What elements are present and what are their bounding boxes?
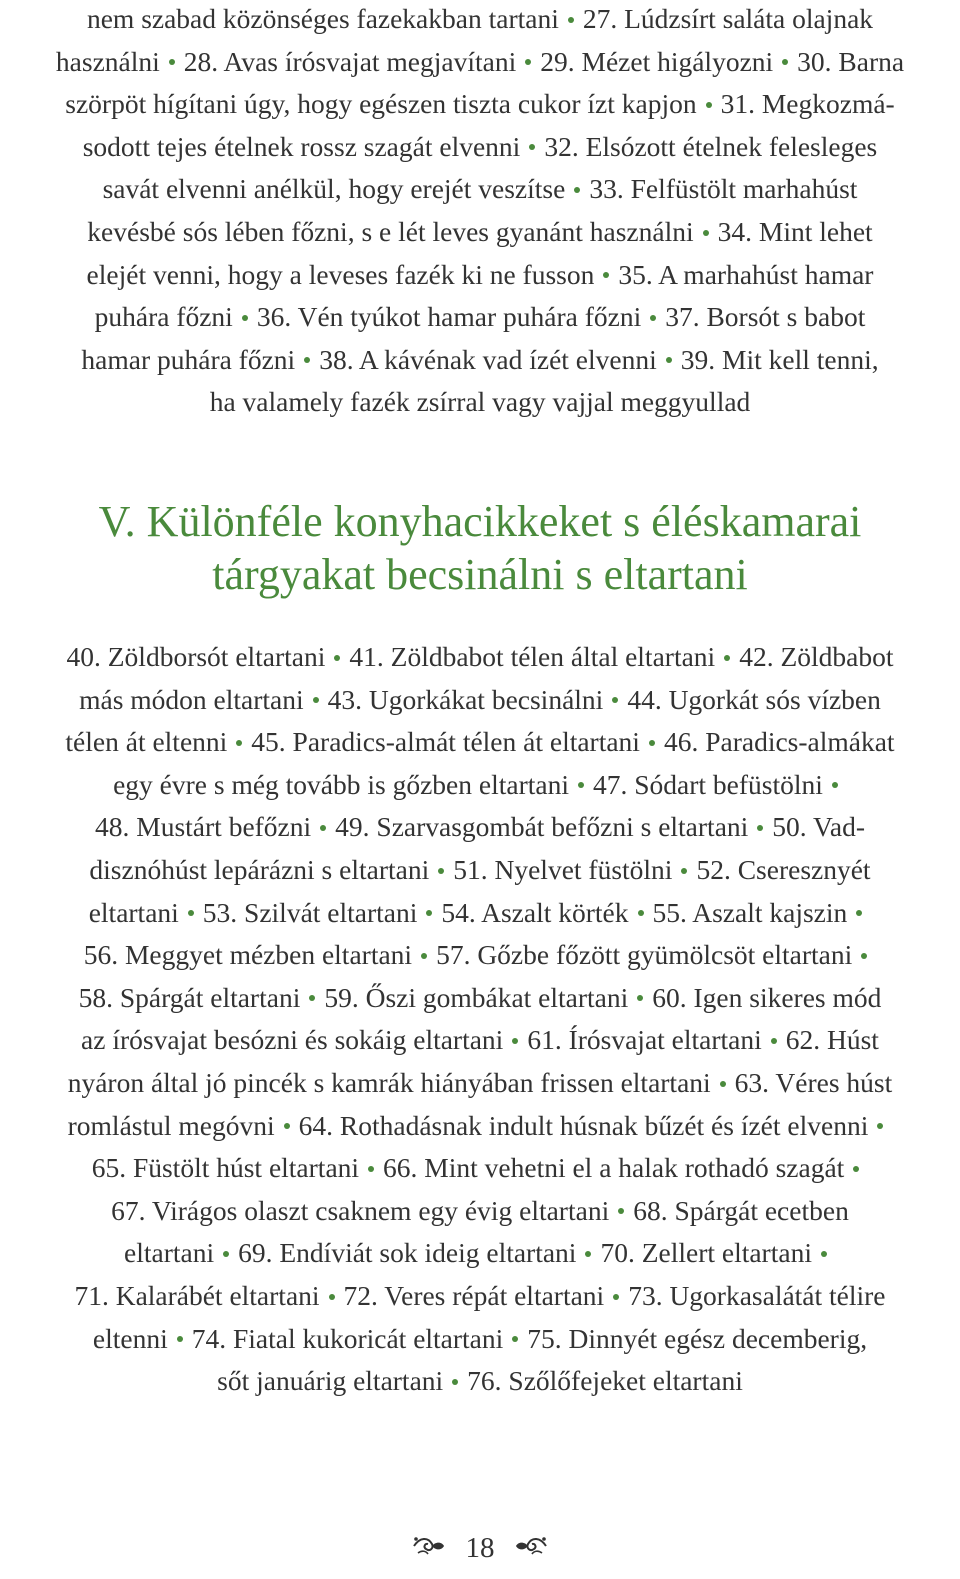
- bullet-separator-icon: [853, 1166, 859, 1172]
- contents-entry: 37. Borsót s babot: [665, 301, 866, 333]
- contents-entry: elejét venni, hogy a leveses fazék ki ne fusson: [86, 258, 595, 290]
- contents-entry: 67. Virágos olaszt csaknem egy évig eltartani: [111, 1194, 610, 1226]
- contents-entry: 32. Elsózott ételnek felesleges: [544, 130, 878, 162]
- contents-entry: 57. Gőzbe főzött gyümölcsöt eltartani: [436, 939, 853, 971]
- contents-entry: eltenni: [92, 1322, 168, 1354]
- contents-entry: 52. Cseresznyét: [696, 853, 871, 885]
- contents-entry: más módon eltartani: [79, 683, 304, 715]
- contents-entry: eltartani: [124, 1237, 215, 1269]
- bullet-separator-icon: [438, 868, 444, 874]
- contents-line: [0, 254, 960, 297]
- contents-entry: szörpöt hígítani úgy, hogy egészen tiszta cukor ízt kapjon: [65, 88, 697, 120]
- bullet-separator-icon: [169, 59, 175, 65]
- bullet-separator-icon: [638, 910, 644, 916]
- contents-entry: nyáron által jó pincék s kamrák hiányában frissen eltartani: [67, 1066, 711, 1098]
- bullet-separator-icon: [529, 144, 535, 150]
- contents-entry: 58. Spárgát eltartani: [78, 981, 301, 1013]
- contents-entry: 60. Igen sikeres mód: [652, 981, 882, 1013]
- contents-entry: 54. Aszalt körték: [441, 896, 629, 928]
- bullet-separator-icon: [188, 910, 194, 916]
- bullet-separator-icon: [304, 357, 310, 363]
- contents-entry: puhára főzni: [94, 301, 233, 333]
- contents-line: [0, 977, 960, 1020]
- contents-line: [0, 1360, 960, 1403]
- contents-entry: 53. Szilvát eltartani: [202, 896, 418, 928]
- contents-entry: 42. Zöldbabot: [739, 641, 894, 672]
- bullet-separator-icon: [329, 1294, 335, 1300]
- contents-line: [0, 1190, 960, 1233]
- contents-line: [0, 636, 960, 679]
- contents-entry: 59. Őszi gombákat eltartani: [324, 981, 629, 1013]
- bullet-separator-icon: [666, 357, 672, 363]
- contents-entry: egy évre s még tovább is gőzben eltartani: [113, 768, 569, 800]
- contents-line: [0, 0, 960, 41]
- contents-entry: 35. A marhahúst hamar: [618, 258, 874, 290]
- contents-entry: 55. Aszalt kajszin: [652, 896, 848, 928]
- bullet-separator-icon: [512, 1038, 518, 1044]
- chapter-contents-list: [0, 636, 960, 1403]
- contents-line: [0, 1105, 960, 1148]
- contents-entry: 40. Zöldborsót eltartani: [66, 641, 326, 672]
- contents-line: [0, 721, 960, 764]
- bullet-separator-icon: [568, 17, 574, 23]
- bullet-separator-icon: [578, 782, 584, 788]
- contents-list-continued: [0, 0, 960, 424]
- contents-line: [0, 1062, 960, 1105]
- page-footer: [0, 1526, 960, 1568]
- contents-line: [0, 339, 960, 382]
- bullet-separator-icon: [320, 825, 326, 831]
- chapter-heading: [0, 495, 960, 601]
- bullet-separator-icon: [821, 1251, 827, 1257]
- contents-entry: 75. Dinnyét egész decemberig,: [527, 1322, 868, 1354]
- contents-line: [0, 83, 960, 126]
- bullet-separator-icon: [585, 1251, 591, 1257]
- contents-line: [0, 806, 960, 849]
- contents-entry: 70. Zellert eltartani: [600, 1237, 812, 1269]
- contents-line: [0, 1019, 960, 1062]
- contents-line: [0, 1232, 960, 1275]
- bullet-separator-icon: [313, 697, 319, 703]
- contents-entry: romlástul megóvni: [67, 1109, 275, 1141]
- contents-entry: hamar puhára főzni: [81, 343, 296, 375]
- contents-entry: 65. Füstölt húst eltartani: [91, 1152, 360, 1184]
- contents-entry: nem szabad közönséges fazekakban tartani: [86, 3, 559, 34]
- contents-entry: 68. Spárgát ecetben: [633, 1194, 849, 1226]
- bullet-separator-icon: [681, 868, 687, 874]
- bullet-separator-icon: [512, 1336, 518, 1342]
- contents-entry: 66. Mint vehetni el a halak rothadó szagát: [383, 1152, 845, 1184]
- contents-entry: 56. Meggyet mézben eltartani: [83, 939, 413, 971]
- contents-entry: sőt januárig eltartani: [217, 1365, 444, 1397]
- contents-entry: 28. Avas írósvajat megjavítani: [183, 45, 517, 77]
- contents-line: [0, 892, 960, 935]
- bullet-separator-icon: [861, 953, 867, 959]
- contents-entry: 76. Szőlőfejeket eltartani: [467, 1365, 743, 1397]
- contents-entry: 31. Megkozmá-: [720, 88, 895, 120]
- bullet-separator-icon: [368, 1166, 374, 1172]
- bullet-separator-icon: [242, 315, 248, 321]
- bullet-separator-icon: [757, 825, 763, 831]
- bullet-separator-icon: [706, 102, 712, 108]
- contents-entry: 34. Mint lehet: [717, 215, 873, 247]
- bullet-separator-icon: [771, 1038, 777, 1044]
- contents-entry: 29. Mézet higályozni: [540, 45, 774, 77]
- contents-entry: 48. Mustárt befőzni: [95, 811, 312, 843]
- contents-line: [0, 296, 960, 339]
- contents-entry: az írósvajat besózni és sokáig eltartani: [81, 1024, 504, 1056]
- contents-entry: savát elvenni anélkül, hogy erejét veszítse: [102, 173, 566, 205]
- chapter-heading-line-1: V. Különféle konyhacikkeket s éléskamarai: [98, 497, 862, 546]
- bullet-separator-icon: [603, 272, 609, 278]
- contents-entry: ha valamely fazék zsírral vagy vajjal meggyullad: [209, 386, 751, 418]
- bullet-separator-icon: [334, 655, 340, 661]
- contents-entry: 73. Ugorkasalátát télire: [628, 1279, 886, 1311]
- contents-entry: 45. Paradics-almát télen át eltartani: [251, 726, 640, 758]
- contents-entry: 43. Ugorkákat becsinálni: [327, 683, 604, 715]
- bullet-separator-icon: [856, 910, 862, 916]
- bullet-separator-icon: [236, 740, 242, 746]
- contents-line: [0, 1275, 960, 1318]
- contents-entry: eltartani: [88, 896, 179, 928]
- contents-entry: 46. Paradics-almákat: [663, 726, 895, 758]
- bullet-separator-icon: [649, 740, 655, 746]
- contents-entry: 30. Barna: [797, 45, 905, 77]
- contents-line: [0, 168, 960, 211]
- contents-entry: 38. A kávénak vad ízét elvenni: [319, 343, 657, 375]
- bullet-separator-icon: [720, 1081, 726, 1087]
- contents-entry: disznóhúst lepárázni s eltartani: [89, 853, 430, 885]
- contents-entry: 71. Kalarábét eltartani: [74, 1279, 320, 1311]
- contents-line: [0, 764, 960, 807]
- contents-line: [0, 934, 960, 977]
- contents-line: [0, 381, 960, 424]
- bullet-separator-icon: [703, 230, 709, 236]
- bullet-separator-icon: [637, 995, 643, 1001]
- bullet-separator-icon: [309, 995, 315, 1001]
- contents-entry: 74. Fiatal kukoricát eltartani: [191, 1322, 504, 1354]
- contents-entry: 69. Endíviát sok ideig eltartani: [238, 1237, 577, 1269]
- contents-entry: 49. Szarvasgombát befőzni s eltartani: [335, 811, 749, 843]
- contents-entry: 41. Zöldbabot télen által eltartani: [349, 641, 716, 672]
- contents-entry: sodott tejes ételnek rossz szagát elvenni: [82, 130, 521, 162]
- contents-line: [0, 41, 960, 84]
- bullet-separator-icon: [574, 187, 580, 193]
- bullet-separator-icon: [724, 655, 730, 661]
- contents-entry: télen át eltenni: [65, 726, 228, 758]
- contents-entry: 47. Sódart befüstölni: [592, 768, 823, 800]
- chapter-heading-line-2: tárgyakat becsinálni s eltartani: [212, 550, 748, 599]
- bullet-separator-icon: [284, 1123, 290, 1129]
- bullet-separator-icon: [782, 59, 788, 65]
- contents-entry: 33. Felfüstölt marhahúst: [589, 173, 858, 205]
- contents-entry: 61. Írósvajat eltartani: [527, 1024, 762, 1056]
- bullet-separator-icon: [525, 59, 531, 65]
- contents-entry: kevésbé sós lében főzni, s e lét leves gyanánt használni: [87, 215, 694, 247]
- contents-entry: 39. Mit kell tenni,: [680, 343, 879, 375]
- bullet-separator-icon: [618, 1208, 624, 1214]
- contents-entry: 72. Veres répát eltartani: [343, 1279, 605, 1311]
- contents-line: [0, 849, 960, 892]
- fleuron-right-icon: [514, 1533, 548, 1559]
- contents-entry: 50. Vad-: [772, 811, 865, 843]
- contents-entry: 63. Véres húst: [734, 1066, 893, 1098]
- bullet-separator-icon: [832, 782, 838, 788]
- bullet-separator-icon: [452, 1379, 458, 1385]
- bullet-separator-icon: [613, 1294, 619, 1300]
- bullet-separator-icon: [612, 697, 618, 703]
- bullet-separator-icon: [877, 1123, 883, 1129]
- contents-entry: 64. Rothadásnak indult húsnak bűzét és ízét elvenni: [298, 1109, 869, 1141]
- contents-line: [0, 1147, 960, 1190]
- contents-entry: 36. Vén tyúkot hamar puhára főzni: [256, 301, 642, 333]
- bullet-separator-icon: [421, 953, 427, 959]
- page-number: 18: [465, 1532, 495, 1565]
- contents-line: [0, 679, 960, 722]
- contents-entry: 27. Lúdzsírt saláta olajnak: [582, 3, 874, 34]
- bullet-separator-icon: [223, 1251, 229, 1257]
- contents-line: [0, 126, 960, 169]
- contents-line: [0, 1318, 960, 1361]
- contents-line: [0, 211, 960, 254]
- contents-entry: 51. Nyelvet füstölni: [453, 853, 673, 885]
- bullet-separator-icon: [177, 1336, 183, 1342]
- contents-entry: használni: [55, 45, 160, 77]
- contents-entry: 62. Húst: [785, 1024, 879, 1056]
- bullet-separator-icon: [426, 910, 432, 916]
- contents-entry: 44. Ugorkát sós vízben: [627, 683, 881, 715]
- bullet-separator-icon: [650, 315, 656, 321]
- fleuron-left-icon: [412, 1533, 446, 1559]
